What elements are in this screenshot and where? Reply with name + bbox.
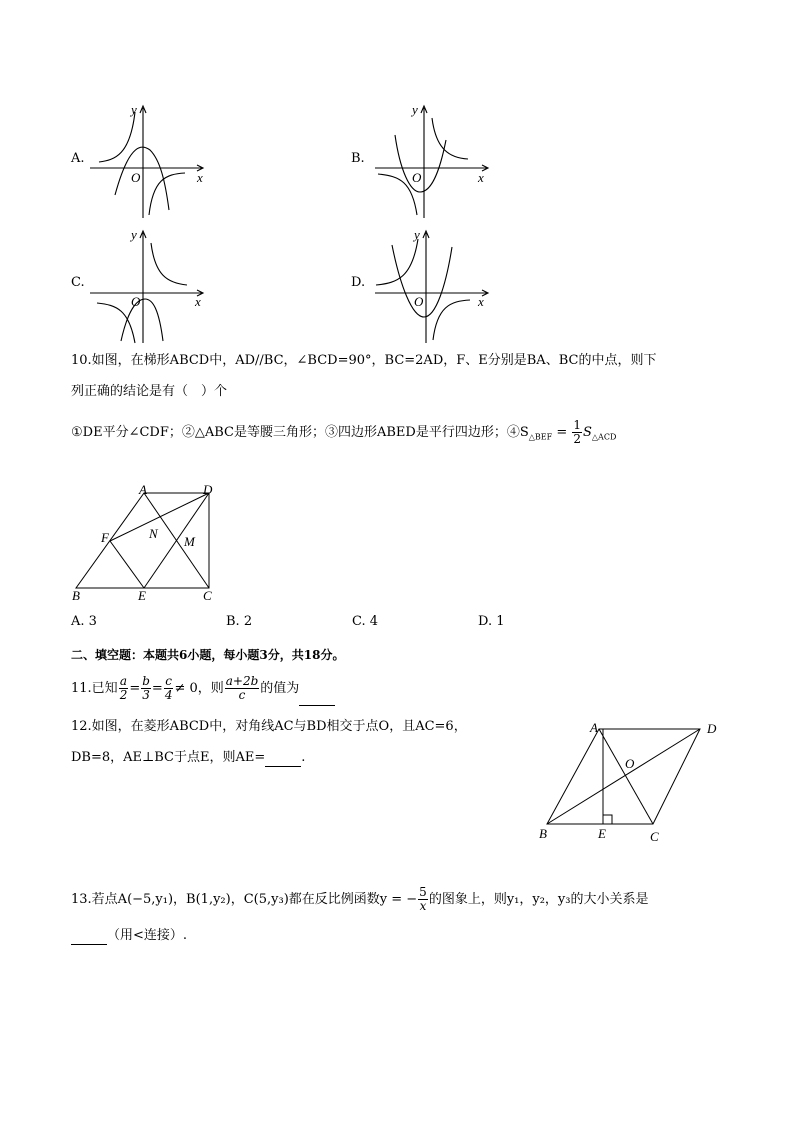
axis-y-label: y: [131, 102, 137, 117]
q10-conclusions-text: ①DE平分∠CDF；②△ABC是等腰三角形；③四边形ABED是平行四边形；④S: [71, 425, 529, 440]
option-d-label: D.: [351, 275, 366, 290]
half-fraction: $\frac{1}{2}$: [573, 418, 581, 446]
q13-answer-blank[interactable]: [71, 931, 107, 945]
q10-choice-a: A. 3: [71, 614, 97, 629]
option-a-label: A.: [71, 151, 85, 166]
fig10-label-d: D: [203, 482, 213, 497]
fig10-label-m: M: [184, 534, 195, 549]
fig10-label-b: B: [72, 588, 80, 603]
q12-line2: DB=8，AE⊥BC于点E，则AE= .: [71, 750, 306, 765]
q11-answer-blank[interactable]: [299, 692, 335, 706]
option-d-graph: [370, 225, 495, 345]
fig12-label-o: O: [625, 756, 635, 771]
q11: 11.已知 $\frac{a}{2}$ = $\frac{b}{3}$ = $\frac{c}{4}$ ≠ 0，则 $\frac{a+2b}{c}$ 的值为: [71, 672, 335, 706]
section2-heading: 二、填空题：本题共6小题，每小题3分，共18分。: [71, 648, 345, 662]
svg-text:O: O: [412, 170, 422, 185]
svg-text:y: y: [414, 227, 420, 242]
fig12-label-e: E: [598, 826, 606, 841]
option-a-graph: [85, 100, 210, 220]
origin-label: O: [131, 170, 141, 185]
option-b-label: B.: [351, 151, 365, 166]
svg-text:O: O: [414, 294, 424, 309]
svg-text:y: y: [131, 227, 137, 242]
q10-stem-line1: 10.如图，在梯形ABCD中，AD//BC，∠BCD=90°，BC=2AD，F、E分别是BA、BC的中点，则下: [71, 353, 657, 368]
svg-text:x: x: [195, 294, 201, 309]
area-sub-acd: △ACD: [591, 432, 617, 442]
fig10-label-e: E: [138, 588, 146, 603]
fig10-label-n: N: [149, 526, 158, 541]
fig12-label-b: B: [539, 826, 547, 841]
q12-answer-blank[interactable]: [265, 753, 301, 767]
q10-conclusions: [71, 418, 616, 453]
option-b-graph: [370, 100, 495, 220]
q12-rhombus-figure: [535, 718, 725, 848]
svg-text:x: x: [478, 170, 484, 185]
q12-line1: 12.如图，在菱形ABCD中，对角线AC与BD相交于点O，且AC=6，: [71, 719, 467, 734]
svg-text:O: O: [131, 294, 141, 309]
equals-sign: =: [556, 425, 568, 440]
fig10-label-c: C: [203, 588, 212, 603]
axis-x-label: x: [197, 170, 203, 185]
q13-line2: （用<连接）.: [71, 927, 187, 945]
q10-choice-c: C. 4: [352, 614, 379, 629]
q13-line1: 13.若点A(−5,y₁)，B(1,y₂)，C(5,y₃)都在反比例函数y = − $\frac{5}{x}$ 的图象上，则y₁，y₂，y₃的大小关系是: [71, 885, 649, 913]
fig12-label-c: C: [650, 829, 659, 844]
svg-text:y: y: [412, 102, 418, 117]
fig12-label-d: D: [707, 721, 717, 736]
q10-choice-d: D. 1: [478, 614, 505, 629]
fig10-label-f: F: [101, 530, 109, 545]
q10-choice-b: B. 2: [226, 614, 253, 629]
svg-text:x: x: [478, 294, 484, 309]
q10-trapezoid-figure: [68, 482, 228, 604]
fig12-label-a: A: [590, 720, 598, 735]
option-c-label: C.: [71, 275, 85, 290]
q10-stem-line2: 列正确的结论是有（ ）个: [71, 384, 228, 399]
option-c-graph: [85, 225, 210, 345]
area-letter: S: [583, 425, 592, 440]
area-sub-bef: △BEF: [528, 432, 553, 442]
fig10-label-a: A: [139, 482, 147, 497]
